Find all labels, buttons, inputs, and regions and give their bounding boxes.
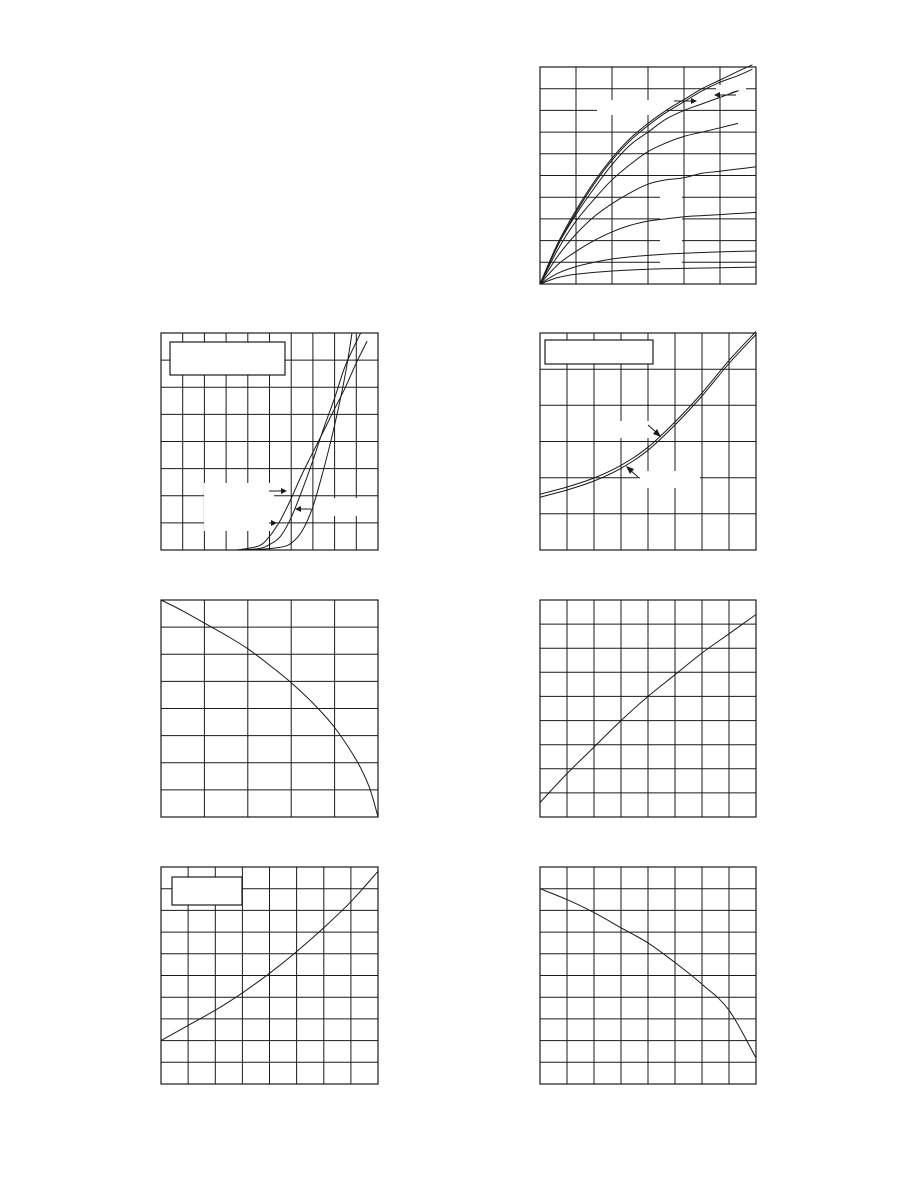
legend-box — [545, 340, 653, 364]
label-mask — [595, 421, 655, 438]
chart-rising-double-curve — [540, 333, 756, 550]
chart-exponential-rise — [161, 867, 378, 1084]
label-mask — [660, 196, 682, 276]
legend-box — [170, 342, 285, 375]
grid — [540, 867, 756, 1084]
chart-transfer-curves — [161, 333, 378, 550]
grid — [540, 333, 756, 550]
chart-falling-curve — [540, 867, 756, 1084]
label-mask — [640, 471, 700, 488]
label-mask — [204, 483, 274, 531]
legend-box — [172, 877, 242, 905]
series-line — [540, 123, 738, 284]
label-mask — [316, 498, 371, 516]
chart-family-curves — [540, 67, 756, 284]
grid — [161, 600, 378, 817]
chart-linear-rise — [540, 600, 756, 817]
grid — [540, 600, 756, 817]
chart-falling-thick-curve — [161, 600, 378, 817]
label-mask — [597, 100, 667, 115]
